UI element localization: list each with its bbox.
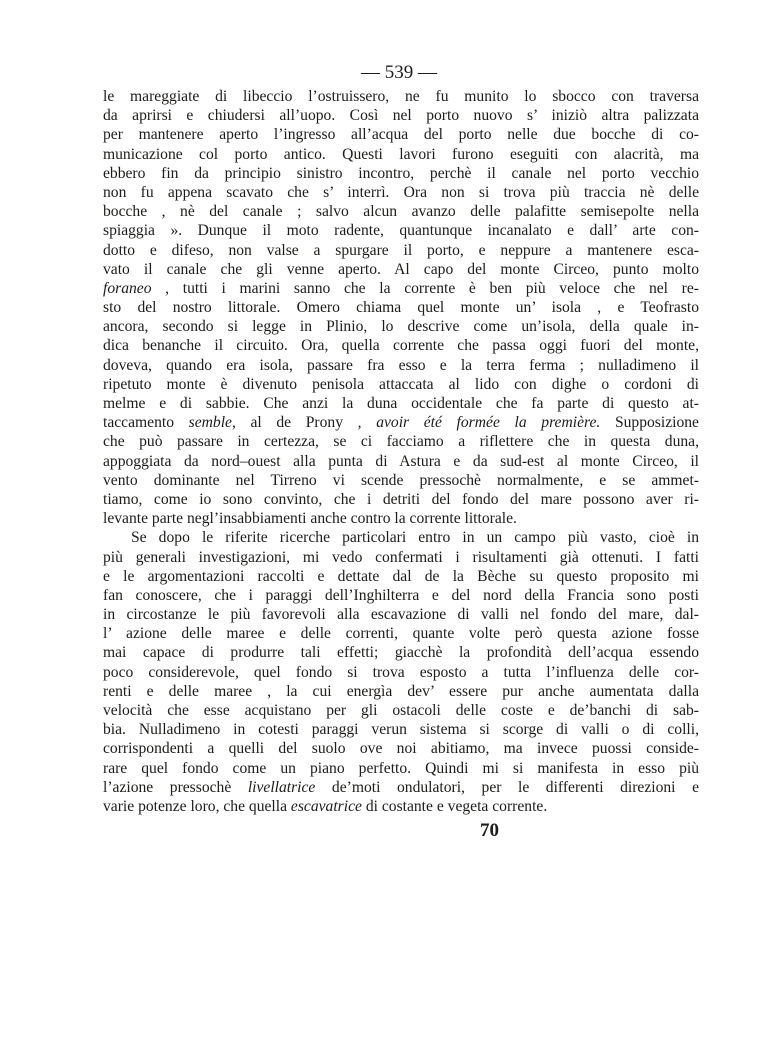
- italic-text: livellatrice: [247, 778, 316, 796]
- text-span: ripetuto monte è divenuto penisola attaccata al lido con dighe o cordoni di: [103, 375, 699, 393]
- text-span: le mareggiate di libeccio l’ostruissero, ne fu munito lo sbocco con traversa: [103, 88, 699, 105]
- italic-text: semble: [188, 414, 232, 432]
- text-span: rare quel fondo come un piano perfetto. Quindi mi si manifesta in esso più: [103, 759, 699, 777]
- text-line: [103, 298, 699, 317]
- text-line: [103, 452, 699, 471]
- text-line: [103, 145, 699, 164]
- text-span: doveva, quando era isola, passare fra esso e la terra ferma ; nulladimeno il: [103, 356, 699, 374]
- text-span: municazione col porto antico. Questi lavori furono eseguiti con alacrità, ma: [103, 145, 699, 163]
- text-line: [103, 586, 699, 605]
- signature-mark: 70: [480, 820, 499, 841]
- page-number: — 539 —: [361, 62, 437, 83]
- text-line: [103, 87, 699, 106]
- text-line: [103, 624, 699, 643]
- text-line: [103, 682, 699, 701]
- text-line: [103, 548, 699, 567]
- text-line: [103, 471, 699, 490]
- text-line: [103, 106, 699, 125]
- text-span: sto del nostro littorale. Omero chiama quel monte un’ isola , e Teofrasto: [103, 299, 699, 317]
- text-span: mai capace di produrre tali effetti; giacchè la profondità dell’acqua essendo: [103, 644, 699, 662]
- text-line: [103, 778, 699, 797]
- paragraph: [103, 87, 699, 528]
- paragraph: [103, 528, 699, 816]
- text-span: melme e di sabbie. Che anzi la duna occidentale che fa parte di questo at-: [103, 395, 699, 412]
- text-line: [103, 317, 699, 336]
- text-span: appoggiata da nord–ouest alla punta di Astura e da sud-est al monte Circeo, il: [103, 452, 699, 470]
- text-line: [103, 413, 699, 432]
- text-span: dica benanche il circuito. Ora, quella corrente che passa oggi fuori del monte,: [103, 337, 699, 355]
- text-line: [103, 739, 699, 758]
- text-line: [103, 336, 699, 355]
- text-span: vento dominante nel Tirreno vi scende pressochè normalmente, e se ammet-: [103, 471, 699, 489]
- text-line: [103, 183, 699, 202]
- text-span: e le argomentazioni raccolti e dettate dal de la Bèche su questo proposito mi: [103, 567, 699, 585]
- text-line: [103, 241, 699, 260]
- text-span: vato il canale che gli venne aperto. Al capo del monte Circeo, punto molto: [103, 260, 699, 278]
- text-span: Supposizione: [600, 414, 699, 432]
- text-span: Se dopo le riferite ricerche particolari entro in un campo più vasto, cioè in: [131, 529, 699, 547]
- text-span: non fu appena scavato che s’ interrì. Ora non si trova più traccia nè delle: [103, 183, 699, 201]
- text-line: [103, 260, 699, 279]
- text-span: ancora, secondo si legge in Plinio, lo descrive come un’isola, della quale in-: [103, 318, 699, 336]
- text-line: [103, 701, 699, 720]
- text-span: dotto e difeso, non valse a spurgare il porto, e neppure a mantenere esca-: [103, 241, 699, 259]
- text-line: [103, 125, 699, 144]
- text-span: ebbero fin da principio sinistro incontro, perchè il canale nel porto vecchio: [103, 164, 699, 182]
- text-line: [103, 279, 699, 298]
- text-span: in circostanze le più favorevoli alla escavazione di valli nel fondo del mare, dal-: [103, 606, 699, 624]
- text-line: [103, 797, 699, 816]
- text-span: velocità che esse acquistano per gli ostacoli delle coste e de’banchi di sab-: [103, 702, 699, 719]
- text-line: [103, 528, 699, 547]
- text-span: tiamo, come io sono convinto, che i detriti del fondo del mare possono aver ri-: [103, 490, 699, 508]
- text-span: fan conoscere, che i paraggi dell’Inghilterra e del nord della Francia sono posti: [103, 586, 699, 604]
- text-line: [103, 375, 699, 394]
- text-line: [103, 759, 699, 778]
- text-line: [103, 509, 699, 528]
- italic-text: escavatrice: [290, 797, 362, 815]
- text-span: levante parte negl’insabbiamenti anche contro la corrente littorale.: [103, 510, 517, 528]
- text-span: spiaggia ». Dunque il moto radente, quantunque incanalato e dall’ arte con-: [103, 222, 699, 240]
- text-span: , al de Prony ,: [231, 414, 377, 432]
- italic-text: foraneo: [103, 279, 152, 297]
- text-span: , tutti i marini sanno che la corrente è ben più veloce che nel re-: [151, 279, 699, 297]
- text-span: per mantenere aperto l’ingresso all’acqua del porto nelle due bocche di co-: [103, 126, 699, 144]
- text-span: più generali investigazioni, mi vedo confermati i risultamenti già ottenuti. I fatti: [103, 548, 699, 566]
- text-span: poco considerevole, quel fondo si trova esposto a tutta l’influenza delle cor-: [103, 663, 699, 681]
- text-span: bia. Nulladimeno in cotesti paraggi verun sistema si scorge di valli o di colli,: [103, 721, 699, 739]
- text-span: l’azione pressochè: [103, 778, 248, 796]
- body-text: [103, 87, 699, 816]
- text-line: [103, 356, 699, 375]
- text-line: [103, 567, 699, 586]
- text-line: [103, 663, 699, 682]
- text-line: [103, 490, 699, 509]
- italic-text: avoir été formée la première.: [376, 414, 601, 432]
- text-span: di costante e vegeta corrente.: [361, 797, 548, 815]
- text-line: [103, 432, 699, 451]
- text-line: [103, 394, 699, 413]
- text-span: de’moti ondulatori, per le differenti direzioni e: [315, 778, 699, 796]
- text-span: renti e delle maree , la cui energìa dev’ essere pur anche aumentata dalla: [103, 682, 699, 700]
- text-line: [103, 164, 699, 183]
- text-line: [103, 643, 699, 662]
- text-span: da aprirsi e chiudersi all’uopo. Così nel porto nuovo s’ iniziò altra palizzata: [103, 107, 699, 125]
- text-span: corrispondenti a quelli del suolo ove noi abitiamo, ma invece puossi conside-: [103, 740, 699, 758]
- text-line: [103, 720, 699, 739]
- text-span: che può passare in certezza, se ci facciamo a riflettere che in questa duna,: [103, 433, 699, 451]
- text-line: [103, 605, 699, 624]
- text-span: taccamento: [103, 414, 189, 432]
- text-span: bocche , nè del canale ; salvo alcun avanzo delle palafitte semisepolte nella: [103, 203, 699, 221]
- text-span: l’ azione delle maree e delle correnti, quante volte però questa azione fosse: [103, 625, 699, 643]
- text-line: [103, 202, 699, 221]
- text-line: [103, 221, 699, 240]
- text-span: varie potenze loro, che quella: [103, 797, 291, 815]
